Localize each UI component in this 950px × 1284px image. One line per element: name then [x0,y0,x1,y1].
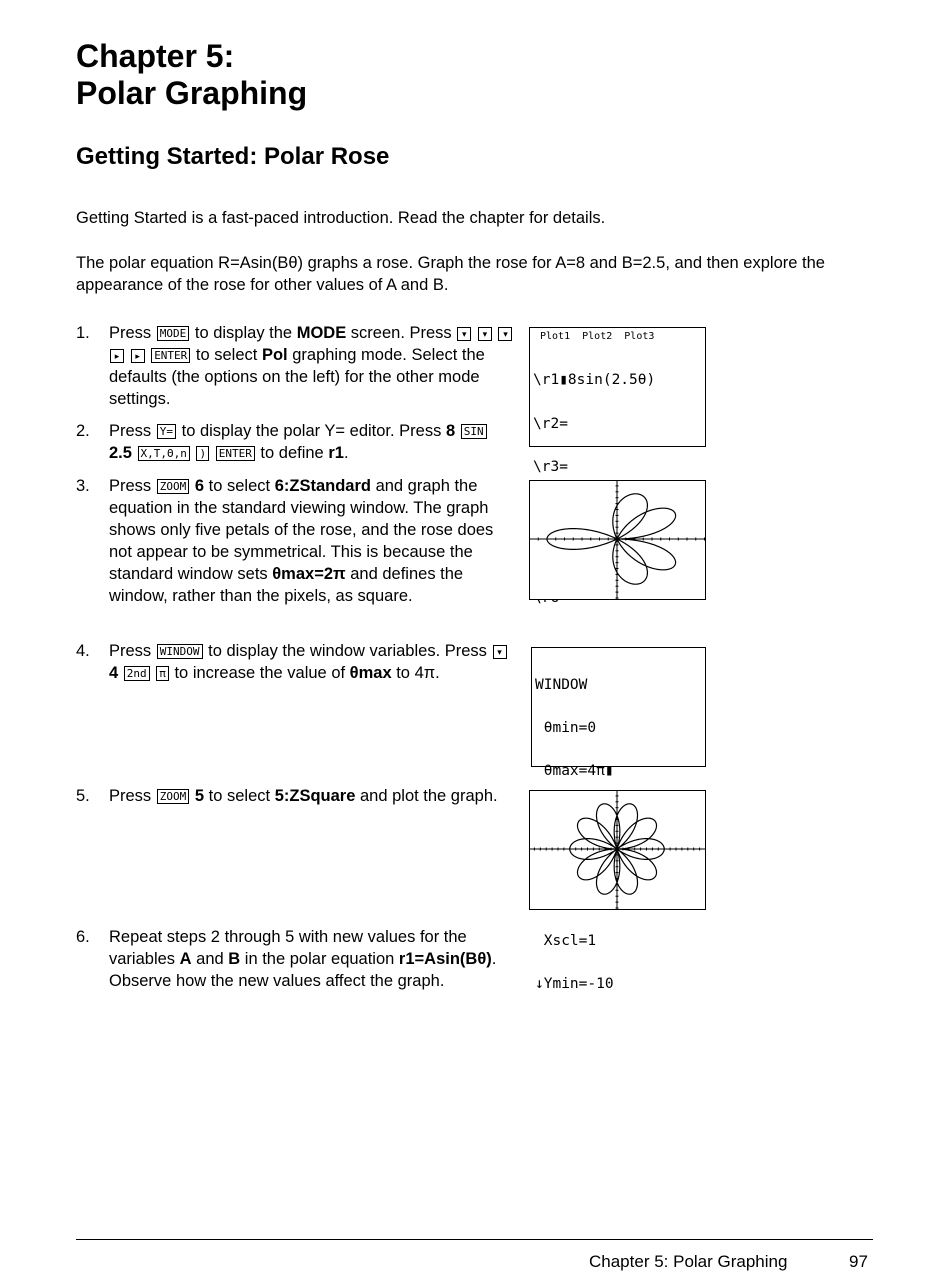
window-line: θmax=4π▮ [535,762,614,779]
pi-key: π [156,666,169,681]
calculator-screen-square-graph [529,790,706,910]
right-arrow-key: ▸ [131,349,145,363]
section-title: Getting Started: Polar Rose [76,143,390,170]
y-equals-key: Y= [157,424,176,439]
chapter-title [76,38,307,112]
chapter-number: Chapter 5: [76,38,235,74]
down-arrow-key: ▾ [498,327,512,341]
down-arrow-key: ▾ [478,327,492,341]
step-text: Repeat steps 2 through 5 with new values for the variables A and B in the polar equation r1=Asin(Bθ). Observe how the new values affect the graph. [109,928,497,990]
mode-key: MODE [157,326,190,341]
calculator-screen-window [531,647,706,992]
sin-key: SIN [461,424,487,439]
intro-paragraph: Getting Started is a fast-paced introduction. Read the chapter for details. [76,209,606,227]
right-paren-key: ) [196,446,209,461]
calculator-screen-y-editor [529,327,706,475]
enter-key: ENTER [151,348,190,363]
down-arrow-key: ▾ [493,645,507,659]
step-number: 3. [76,477,90,495]
window-key: WINDOW [157,644,203,659]
description-paragraph: The polar equation R=Asin(Bθ) graphs a rose. Graph the rose for A=8 and B=2.5, and then explore the appearance of the rose for other values of A and B. [76,254,825,294]
chapter-name: Polar Graphing [76,75,308,111]
step-text: Press ZOOM 6 to select 6:ZStandard and graph the equation in the standard viewing window. The graph shows only five petals of the rose, and the rose does not appear to be symmetrical. This is because the standard window sets θmax=2π and defines the window, rather than the pixels, as square. [109,477,494,605]
right-arrow-key: ▸ [110,349,124,363]
step-number: 5. [76,787,90,805]
window-line: WINDOW [535,677,588,694]
window-line: θmin=0 [535,720,597,737]
step-text: Press WINDOW to display the window variables. Press ▾ 4 2nd π to increase the value of θmax to 4π. [109,640,514,684]
step-text: Press Y= to display the polar Y= editor. Press 8 SIN 2.5 X,T,Θ,n ) ENTER to define r1. [109,420,514,464]
xtn-key: X,T,Θ,n [138,446,190,461]
rose-graph-square [530,791,705,909]
footer-page-number: 97 [849,1252,868,1271]
down-arrow-key: ▾ [457,327,471,341]
step-number: 2. [76,422,90,440]
zoom-key: ZOOM [157,479,190,494]
rose-graph-standard [530,481,705,599]
y-editor-line: \r3= [533,459,568,475]
footer-chapter-title: Chapter 5: Polar Graphing [589,1252,788,1271]
step-number: 4. [76,642,90,660]
second-key: 2nd [124,666,150,681]
plot-labels: Plot1 Plot2 Plot3 [540,331,655,342]
y-editor-line: \r2= [533,415,568,432]
footer-rule [76,1239,873,1240]
step-number: 1. [76,324,90,342]
calculator-screen-standard-graph [529,480,706,600]
step-text: Press MODE to display the MODE screen. Press ▾ ▾ ▾ ▸ ▸ ENTER to select Pol graphing mode. Select the defaults (the options on the left) for the other mode settings. [109,322,514,410]
y-editor-line: \r1▮8sin(2.5θ) [533,372,656,388]
enter-key: ENTER [216,446,255,461]
window-line: ↓Ymin=-10 [535,975,614,992]
zoom-key: ZOOM [157,789,190,804]
step-text: Press ZOOM 5 to select 5:ZSquare and plot the graph. [109,787,498,805]
window-line: Xscl=1 [535,933,597,950]
step-number: 6. [76,928,90,946]
